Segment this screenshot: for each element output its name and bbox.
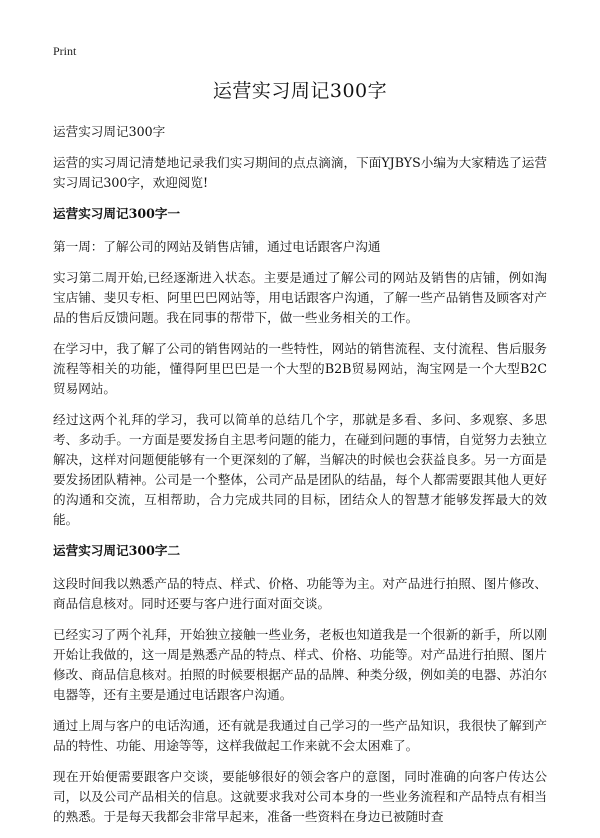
paragraph: 这段时间我以熟悉产品的特点、样式、价格、功能等为主。对产品进行拍照、图片修改、商品信息核对。同时还要与客户进行面对面交谈。: [53, 576, 547, 611]
document-page: [53, 78, 547, 838]
section-heading-1: 运营实习周记300字一: [53, 206, 181, 221]
print-link[interactable]: Print: [53, 44, 77, 58]
paragraph: 经过这两个礼拜的学习，我可以简单的总结几个字，那就是多看、多问、多观察、多思考、多动手。一方面是要发扬自主思考问题的能力，在碰到问题的事情，自觉努力去独立解决，这样对问题便能够有一个更深刻的了解，当解决的时候也会获益良多。另一方面是要发扬团队精神。公司是一个整体，公司产品是团队的结晶，每个人都需要跟其他人更好的沟通和交流，互相帮助，合力完成共同的目标，团结众人的智慧才能够发挥最大的效能。: [53, 412, 547, 527]
paragraph: 通过上周与客户的电话沟通，还有就是我通过自己学习的一些产品知识，我很快了解到产品的特性、功能、用途等等，这样我做起工作来就不会太困难了。: [53, 718, 547, 753]
paragraph: 在学习中，我了解了公司的销售网站的一些特性，网站的销售流程、支付流程、售后服务流程等相关的功能，懂得阿里巴巴是一个大型的B2B贸易网站，淘宝网是一个大型B2C贸易网站。: [53, 341, 547, 396]
paragraph: 实习第二周开始,已经逐渐进入状态。主要是通过了解公司的网站及销售的店铺，例如淘宝店铺、斐贝专柜、阿里巴巴网站等，用电话跟客户沟通，了解一些产品销售及顾客对产品的售后反馈问题。我在同事的帮带下，做一些业务相关的工作。: [53, 270, 547, 325]
intro-paragraph: 运营的实习周记清楚地记录我们实习期间的点点滴滴，下面YJBYS小编为大家精选了运营实习周记300字，欢迎阅览!: [53, 155, 547, 190]
paragraph: 现在开始便需要跟客户交谈，要能够很好的领会客户的意图，同时准确的向客户传达公司，以及公司产品相关的信息。这就要求我对公司本身的一些业务流程和产品特点有相当的熟悉。于是每天我都会非常早起来，准备一些资料在身边已被随时查: [53, 769, 547, 824]
section-heading-2: 运营实习周记300字二: [53, 543, 181, 558]
document-title: 运营实习周记300字: [212, 80, 388, 102]
paragraph: 第一周：了解公司的网站及销售店铺，通过电话跟客户沟通: [53, 239, 381, 254]
intro-title-line: 运营实习周记300字: [53, 124, 166, 139]
paragraph: 已经实习了两个礼拜，开始独立接触一些业务，老板也知道我是一个很新的新手，所以刚开始让我做的，这一周是熟悉产品的特点、样式、价格、功能等。对产品进行拍照、图片修改、商品信息核对。拍照的时候要根据产品的品牌、种类分级，例如美的电器、苏泊尔电器等，还有主要是通过电话跟客户沟通。: [53, 627, 547, 702]
